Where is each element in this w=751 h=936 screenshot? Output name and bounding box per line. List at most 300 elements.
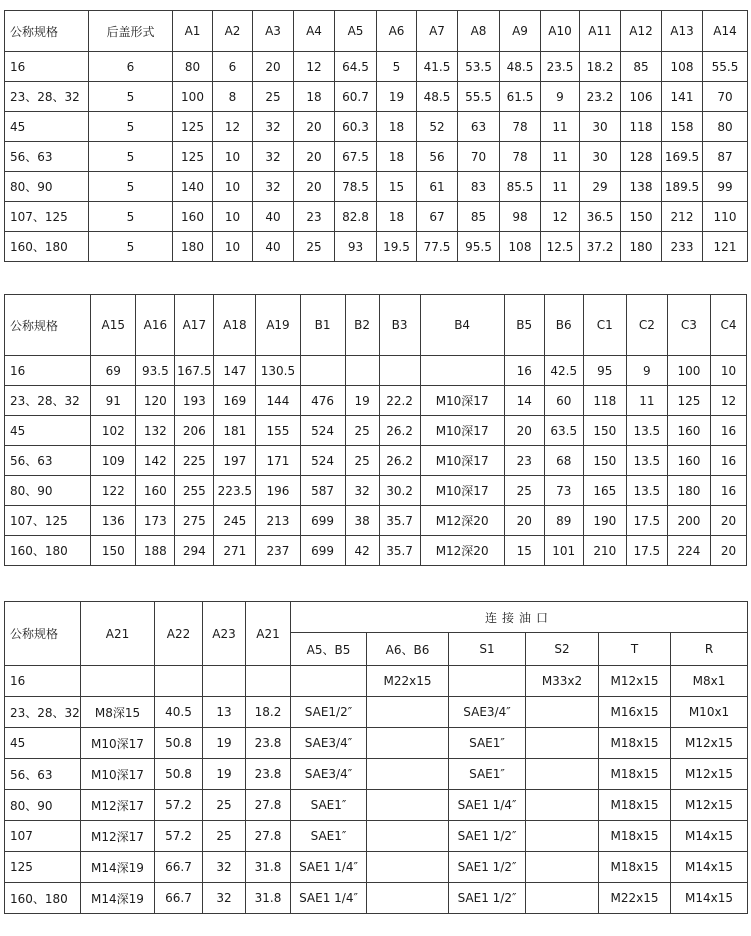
table-cell: 78.5 (335, 172, 377, 202)
table-cell: 56、63 (5, 446, 91, 476)
table-cell: 476 (300, 386, 345, 416)
table1-header-cell: A8 (458, 11, 500, 52)
table-cell: 699 (300, 536, 345, 566)
table-cell: M18x15 (599, 728, 671, 759)
table-cell: 15 (377, 172, 417, 202)
table-cell: M14x15 (671, 852, 748, 883)
table-cell: 63 (458, 112, 500, 142)
table2-header-cell: A17 (175, 295, 214, 356)
table-cell: 120 (136, 386, 175, 416)
table-cell: 40 (253, 202, 294, 232)
table-cell: 275 (175, 506, 214, 536)
table-cell: M22x15 (599, 883, 671, 914)
table-cell: 67.5 (335, 142, 377, 172)
table-cell: 27.8 (246, 790, 291, 821)
table-row (5, 728, 748, 759)
table-cell: M12x15 (671, 759, 748, 790)
table-cell: 25 (294, 232, 335, 262)
table-cell: 29 (580, 172, 621, 202)
table-cell: M14x15 (671, 883, 748, 914)
table-cell: 169.5 (662, 142, 703, 172)
table-cell: 93 (335, 232, 377, 262)
table-cell: 130.5 (256, 356, 300, 386)
table-cell: 70 (458, 142, 500, 172)
table-cell: 100 (667, 356, 710, 386)
table1-header-cell: A1 (173, 11, 213, 52)
table-cell: 150 (91, 536, 136, 566)
table-cell: 56 (417, 142, 458, 172)
table-row (5, 142, 748, 172)
table-cell: 23 (504, 446, 544, 476)
table-cell: 18 (294, 82, 335, 112)
table-cell: 45 (5, 416, 91, 446)
table-cell: 13.5 (626, 416, 667, 446)
table-row (5, 697, 748, 728)
table-cell: 23、28、32 (5, 386, 91, 416)
table3-header-cell: A21 (246, 602, 291, 666)
table-cell (526, 790, 599, 821)
table-cell: 5 (89, 232, 173, 262)
table-cell: 95 (583, 356, 626, 386)
table2-header-cell: C2 (626, 295, 667, 356)
table-cell: 181 (214, 416, 256, 446)
table1-header-cell: A3 (253, 11, 294, 52)
table-cell: M10x1 (671, 697, 748, 728)
table-cell: 64.5 (335, 52, 377, 82)
table-cell: 57.2 (155, 821, 203, 852)
table-cell: 30.2 (379, 476, 420, 506)
table-cell: M16x15 (599, 697, 671, 728)
spec-table-3 (4, 601, 748, 914)
table-cell: 167.5 (175, 356, 214, 386)
table-cell: 45 (5, 112, 89, 142)
table3-subheader-cell: A6、B6 (367, 633, 449, 666)
table-cell: 9 (541, 82, 580, 112)
table-cell: 160 (136, 476, 175, 506)
table-cell (300, 356, 345, 386)
table-cell: SAE1″ (291, 790, 367, 821)
table-cell: 173 (136, 506, 175, 536)
table-cell: 5 (89, 172, 173, 202)
table-cell: M14深19 (81, 852, 155, 883)
table-cell: 66.7 (155, 852, 203, 883)
table-cell: 237 (256, 536, 300, 566)
table2-header-cell: B5 (504, 295, 544, 356)
table3-header-cell: A21 (81, 602, 155, 666)
table-cell (155, 666, 203, 697)
table-cell: 77.5 (417, 232, 458, 262)
table-row (5, 476, 747, 506)
table-cell: 524 (300, 416, 345, 446)
table-cell: 118 (621, 112, 662, 142)
table-cell: 20 (504, 416, 544, 446)
table-cell: 17.5 (626, 536, 667, 566)
table-cell (367, 759, 449, 790)
table-cell: 5 (89, 202, 173, 232)
table-cell: 32 (253, 112, 294, 142)
table-cell: 95.5 (458, 232, 500, 262)
table-cell: 32 (253, 172, 294, 202)
table3-header-row (5, 602, 748, 633)
table-cell: 121 (703, 232, 748, 262)
table3-subheader-cell: S2 (526, 633, 599, 666)
table-row (5, 416, 747, 446)
table-cell: 26.2 (379, 446, 420, 476)
table-cell: 15 (504, 536, 544, 566)
table-cell: 38 (345, 506, 379, 536)
table-cell: 10 (213, 142, 253, 172)
table-cell: 294 (175, 536, 214, 566)
table-cell: 101 (544, 536, 583, 566)
table-cell: 61 (417, 172, 458, 202)
table-cell: 80、90 (5, 790, 81, 821)
table-cell: 42 (345, 536, 379, 566)
table1-header-cell: A13 (662, 11, 703, 52)
table-cell: 53.5 (458, 52, 500, 82)
table-cell: 16 (710, 416, 746, 446)
table2-header-cell: 公称规格 (5, 295, 91, 356)
table-cell: 20 (710, 536, 746, 566)
table-cell: 16 (5, 52, 89, 82)
table-cell (367, 697, 449, 728)
table-cell: 11 (541, 172, 580, 202)
table-cell: 150 (583, 446, 626, 476)
table-cell: 10 (213, 232, 253, 262)
table-cell: 31.8 (246, 852, 291, 883)
table2-header-row (5, 295, 747, 356)
table-cell: 225 (175, 446, 214, 476)
table-cell: 67 (417, 202, 458, 232)
table-cell (367, 728, 449, 759)
table-cell: 32 (253, 142, 294, 172)
table-cell: 138 (621, 172, 662, 202)
table-cell: 48.5 (500, 52, 541, 82)
table-cell (345, 356, 379, 386)
table1-header-row (5, 11, 748, 52)
table1-header-cell: A12 (621, 11, 662, 52)
table-cell: 5 (89, 82, 173, 112)
table-cell: 150 (621, 202, 662, 232)
table-cell (379, 356, 420, 386)
table1-header-cell: 后盖形式 (89, 11, 173, 52)
table-cell: 10 (213, 202, 253, 232)
connection-port-group-header: 连接油口 (291, 602, 748, 633)
table-cell: 80、90 (5, 476, 91, 506)
table-cell: 16 (504, 356, 544, 386)
table-cell: SAE1 1/4″ (291, 852, 367, 883)
table1-header-cell: A11 (580, 11, 621, 52)
table-cell: 23.2 (580, 82, 621, 112)
table-cell: SAE1 1/4″ (449, 790, 526, 821)
table-row (5, 356, 747, 386)
table-cell: 160、180 (5, 232, 89, 262)
table-cell: 19 (203, 759, 246, 790)
table-cell: 20 (294, 112, 335, 142)
table-cell: 699 (300, 506, 345, 536)
table-cell: 22.2 (379, 386, 420, 416)
table-cell: 41.5 (417, 52, 458, 82)
table-cell: 6 (89, 52, 173, 82)
table-cell: 23.5 (541, 52, 580, 82)
table-cell: 68 (544, 446, 583, 476)
table-row (5, 446, 747, 476)
table-cell (203, 666, 246, 697)
table-cell: 160 (667, 416, 710, 446)
table-cell: 85 (621, 52, 662, 82)
table-cell: 80、90 (5, 172, 89, 202)
table-cell: 57.2 (155, 790, 203, 821)
table-cell: 213 (256, 506, 300, 536)
table-cell: 20 (504, 506, 544, 536)
table-cell: M8x1 (671, 666, 748, 697)
table3-header-cell: A23 (203, 602, 246, 666)
table-cell: 18 (377, 142, 417, 172)
table-row (5, 790, 748, 821)
table-cell: SAE1″ (449, 728, 526, 759)
table-cell: 160、180 (5, 536, 91, 566)
table-cell: 122 (91, 476, 136, 506)
table-cell: 150 (583, 416, 626, 446)
table-cell: 55.5 (703, 52, 748, 82)
table1-header-cell: A14 (703, 11, 748, 52)
table-cell: 210 (583, 536, 626, 566)
table-cell: 78 (500, 142, 541, 172)
table-cell (246, 666, 291, 697)
table-cell: M22x15 (367, 666, 449, 697)
table-cell (367, 821, 449, 852)
table-row (5, 82, 748, 112)
table-cell: M12深17 (81, 821, 155, 852)
table-cell (81, 666, 155, 697)
table-cell: 9 (626, 356, 667, 386)
table-cell: 160 (667, 446, 710, 476)
table-cell: 10 (710, 356, 746, 386)
table-cell: 12 (710, 386, 746, 416)
table3-subheader-cell: T (599, 633, 671, 666)
table-row (5, 852, 748, 883)
table-cell: 20 (253, 52, 294, 82)
table-cell: 188 (136, 536, 175, 566)
table-cell: 42.5 (544, 356, 583, 386)
table-cell: M18x15 (599, 790, 671, 821)
table2-header-cell: A19 (256, 295, 300, 356)
table-cell: 56、63 (5, 759, 81, 790)
table-cell: 60.3 (335, 112, 377, 142)
table-cell: 224 (667, 536, 710, 566)
table-cell: 197 (214, 446, 256, 476)
table-cell: 180 (621, 232, 662, 262)
table-cell: 255 (175, 476, 214, 506)
table1-header-cell: A6 (377, 11, 417, 52)
table-cell: 35.7 (379, 506, 420, 536)
table-cell: SAE1″ (449, 759, 526, 790)
table-cell: 60.7 (335, 82, 377, 112)
table-cell (367, 883, 449, 914)
table-cell: 106 (621, 82, 662, 112)
table-cell: 61.5 (500, 82, 541, 112)
table-cell: 19.5 (377, 232, 417, 262)
table-row (5, 821, 748, 852)
table-cell: 52 (417, 112, 458, 142)
table-cell: SAE1″ (291, 821, 367, 852)
table-cell: 171 (256, 446, 300, 476)
table-cell: 36.5 (580, 202, 621, 232)
table-cell: M18x15 (599, 759, 671, 790)
table-cell: 80 (703, 112, 748, 142)
table-cell: 13.5 (626, 476, 667, 506)
table-cell: 18.2 (246, 697, 291, 728)
table-cell: M12深17 (81, 790, 155, 821)
table-cell: 109 (91, 446, 136, 476)
table-cell: 110 (703, 202, 748, 232)
table-cell: SAE1 1/2″ (449, 883, 526, 914)
table-cell: M12x15 (599, 666, 671, 697)
table-cell: 89 (544, 506, 583, 536)
table-cell: 18.2 (580, 52, 621, 82)
table-row (5, 386, 747, 416)
table-cell: 32 (203, 883, 246, 914)
table-cell: 125 (5, 852, 81, 883)
table-cell: 99 (703, 172, 748, 202)
table-cell: 23.8 (246, 728, 291, 759)
table2-header-cell: B6 (544, 295, 583, 356)
table-row (5, 202, 748, 232)
table-cell (291, 666, 367, 697)
table-cell: 19 (377, 82, 417, 112)
table-cell: 93.5 (136, 356, 175, 386)
table-cell: 73 (544, 476, 583, 506)
table-cell: 48.5 (417, 82, 458, 112)
spec-table-1 (4, 10, 748, 262)
table-cell: 85.5 (500, 172, 541, 202)
table-cell: 10 (213, 172, 253, 202)
table-cell: 18 (377, 112, 417, 142)
table-cell: 189.5 (662, 172, 703, 202)
table-cell: 98 (500, 202, 541, 232)
table-cell: M33x2 (526, 666, 599, 697)
table3-subheader-cell: R (671, 633, 748, 666)
table-cell: M14x15 (671, 821, 748, 852)
table3-header-cell: A22 (155, 602, 203, 666)
table-cell: M12深20 (420, 506, 504, 536)
table2-header-cell: B2 (345, 295, 379, 356)
table-cell: 107 (5, 821, 81, 852)
table-cell: M12x15 (671, 790, 748, 821)
table-cell: 50.8 (155, 728, 203, 759)
table-cell: 158 (662, 112, 703, 142)
table-cell: 23、28、32 (5, 82, 89, 112)
table-cell: 169 (214, 386, 256, 416)
table-cell: 108 (500, 232, 541, 262)
table-cell: 147 (214, 356, 256, 386)
table-cell: 245 (214, 506, 256, 536)
table-cell (367, 790, 449, 821)
table-cell: SAE3/4″ (291, 728, 367, 759)
table-cell (526, 697, 599, 728)
table-cell: SAE1 1/4″ (291, 883, 367, 914)
table-cell: 12 (294, 52, 335, 82)
table-cell: 190 (583, 506, 626, 536)
table-cell: 212 (662, 202, 703, 232)
table2-header-cell: B3 (379, 295, 420, 356)
table1-header-cell: A4 (294, 11, 335, 52)
table-cell: 155 (256, 416, 300, 446)
table-cell: 40 (253, 232, 294, 262)
table-cell: 587 (300, 476, 345, 506)
table-cell: 78 (500, 112, 541, 142)
table-cell: 17.5 (626, 506, 667, 536)
table-row (5, 506, 747, 536)
table2-header-cell: C1 (583, 295, 626, 356)
table2-header-cell: C3 (667, 295, 710, 356)
table-cell: M10深17 (420, 386, 504, 416)
table-cell: 16 (710, 446, 746, 476)
table-cell: 107、125 (5, 202, 89, 232)
table2-header-cell: B4 (420, 295, 504, 356)
table-cell: M10深17 (81, 728, 155, 759)
table-cell: 193 (175, 386, 214, 416)
table-row (5, 172, 748, 202)
table-cell: 125 (173, 142, 213, 172)
table1-header-cell: 公称规格 (5, 11, 89, 52)
table-cell: 26.2 (379, 416, 420, 446)
table-cell: M12x15 (671, 728, 748, 759)
table-row (5, 112, 748, 142)
table-row (5, 666, 748, 697)
table-cell: 5 (377, 52, 417, 82)
table-cell: 271 (214, 536, 256, 566)
table-cell: 25 (203, 790, 246, 821)
table2-header-cell: B1 (300, 295, 345, 356)
table-cell: 83 (458, 172, 500, 202)
table-cell: 12.5 (541, 232, 580, 262)
table-cell: 20 (710, 506, 746, 536)
table-cell: M8深15 (81, 697, 155, 728)
table-row (5, 759, 748, 790)
table-cell: 136 (91, 506, 136, 536)
table-cell: 19 (345, 386, 379, 416)
table-cell: 200 (667, 506, 710, 536)
table2-header-cell: C4 (710, 295, 746, 356)
table1-header-cell: A10 (541, 11, 580, 52)
table2-header-cell: A15 (91, 295, 136, 356)
table-cell: 56、63 (5, 142, 89, 172)
table-cell: 66.7 (155, 883, 203, 914)
table-cell: SAE3/4″ (291, 759, 367, 790)
table-cell: 206 (175, 416, 214, 446)
table-cell: 25 (203, 821, 246, 852)
table-cell: M18x15 (599, 852, 671, 883)
table-cell: M10深17 (420, 416, 504, 446)
table-cell: 12 (213, 112, 253, 142)
table-cell (526, 728, 599, 759)
table-cell: 180 (667, 476, 710, 506)
table-row (5, 52, 748, 82)
table-cell: 25 (504, 476, 544, 506)
table-cell: 160 (173, 202, 213, 232)
table-cell: 180 (173, 232, 213, 262)
table-cell: SAE1 1/2″ (449, 852, 526, 883)
table-cell: 70 (703, 82, 748, 112)
table-cell: 85 (458, 202, 500, 232)
table-cell: M14深19 (81, 883, 155, 914)
table-cell: 100 (173, 82, 213, 112)
table-cell: 25 (345, 446, 379, 476)
table-cell: M10深17 (420, 446, 504, 476)
table-cell (420, 356, 504, 386)
table-cell: 25 (253, 82, 294, 112)
table-cell: 102 (91, 416, 136, 446)
